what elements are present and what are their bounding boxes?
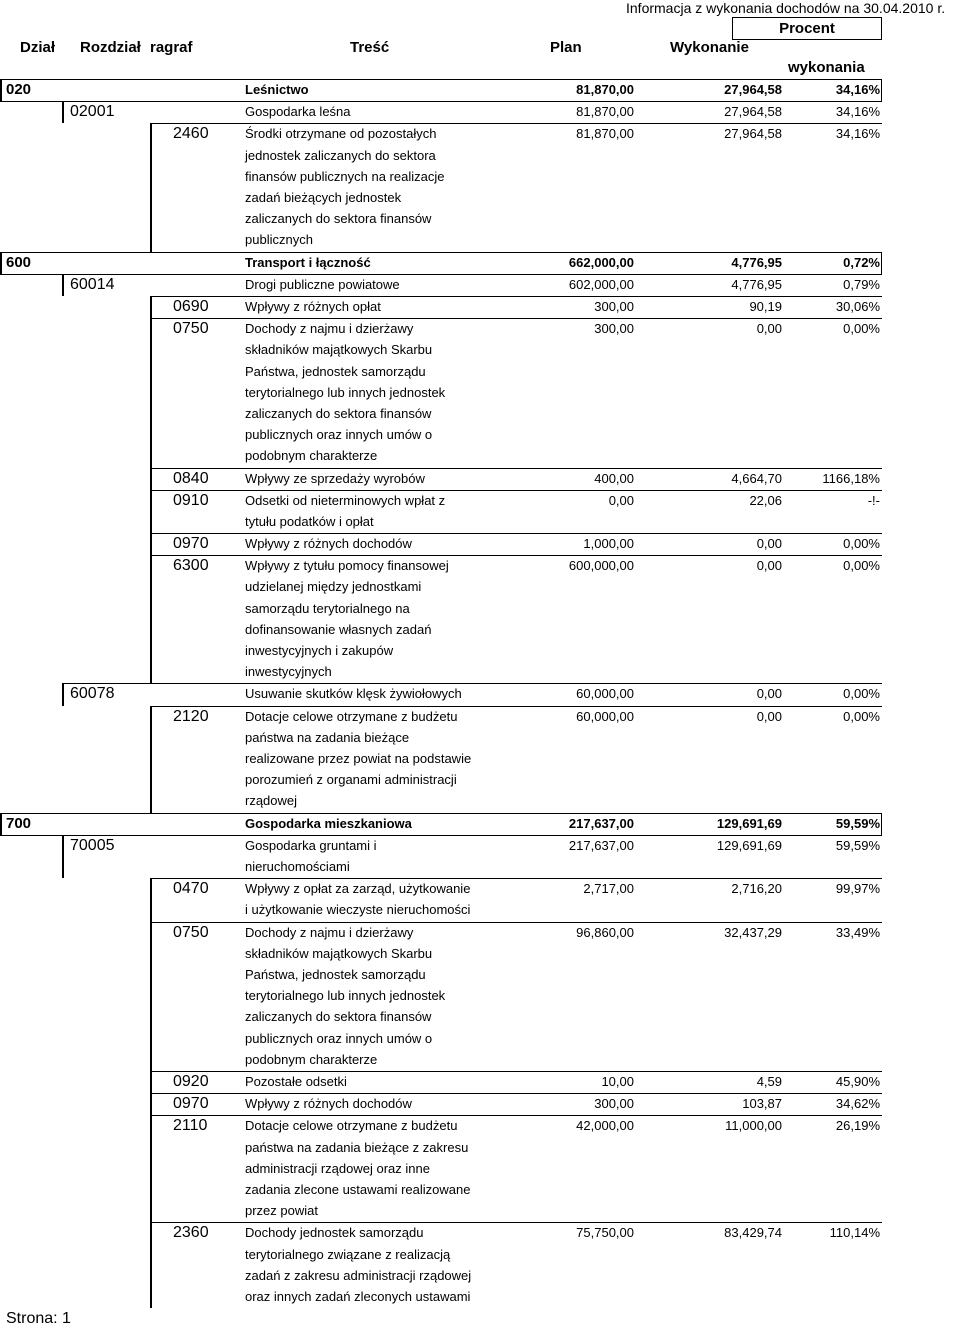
description-line: udzielanej między jednostkami xyxy=(245,579,422,595)
description-line: Wpływy ze sprzedaży wyrobów xyxy=(245,470,425,486)
description-line: Gospodarka gruntami i xyxy=(245,837,377,853)
row-description xyxy=(245,683,462,704)
row-pct-value: 0,00% xyxy=(843,708,880,724)
paragraf-row xyxy=(0,318,960,467)
description-line: zaliczanych do sektora finansów xyxy=(245,1009,432,1025)
description-line: oraz innych zadań zleconych ustawami xyxy=(245,1289,471,1304)
row-wyk-value: 0,00 xyxy=(756,536,782,552)
paragraf-row xyxy=(0,1071,960,1093)
description-line: publicznych oraz innych umów o xyxy=(245,427,433,443)
row-pct-value: 0,00% xyxy=(843,558,880,574)
paragraf-code: 0920 xyxy=(173,1073,209,1091)
row-pct-value: 0,00% xyxy=(843,321,880,337)
row-description xyxy=(245,878,470,920)
description-line: Wpływy z tytułu pomocy finansowej xyxy=(245,558,449,574)
row-pct-value: 30,06% xyxy=(835,298,880,314)
row-description xyxy=(245,296,381,317)
row-description xyxy=(245,1071,347,1092)
description-line: podobnym charakterze xyxy=(245,1051,378,1067)
paragraf-row xyxy=(0,922,960,1071)
row-wyk-value: 22,06 xyxy=(749,492,782,508)
paragraf-code: 0910 xyxy=(173,491,209,509)
dzial-row xyxy=(0,252,960,274)
row-plan-value: 300,00 xyxy=(594,1096,634,1112)
description-line: Transport i łączność xyxy=(245,254,371,270)
row-pct-value: 0,72% xyxy=(843,254,880,270)
row-plan-value: 96,860,00 xyxy=(576,924,634,940)
row-description xyxy=(245,123,444,250)
row-plan-value: 300,00 xyxy=(594,321,634,337)
row-pct-value: 34,16% xyxy=(835,126,880,142)
dzial-code: 020 xyxy=(6,81,32,98)
description-line: Dochody z najmu i dzierżawy xyxy=(245,924,414,940)
row-plan-value: 662,000,00 xyxy=(568,254,634,270)
row-wyk-value: 0,00 xyxy=(756,321,782,337)
dzial-row xyxy=(0,813,960,835)
col-tresc-header: Treść xyxy=(350,39,390,56)
description-line: Dotacje celowe otrzymane z budżetu xyxy=(245,1118,458,1134)
row-plan-value: 2,717,00 xyxy=(583,881,634,897)
row-wyk-value: 4,776,95 xyxy=(731,276,782,292)
row-plan-value: 1,000,00 xyxy=(583,536,634,552)
description-line: finansów publicznych na realizacje xyxy=(245,168,445,184)
paragraf-code: 2120 xyxy=(173,707,209,725)
row-description xyxy=(245,922,445,1070)
description-line: Wpływy z różnych opłat xyxy=(245,298,381,314)
paragraf-row xyxy=(0,123,960,251)
report-title: Informacja z wykonania dochodów na 30.04.2010 r. xyxy=(626,0,946,16)
description-line: publicznych xyxy=(245,232,313,248)
row-wyk-value: 32,437,29 xyxy=(724,924,782,940)
row-description xyxy=(245,468,425,489)
description-line: terytorialnego lub innych jednostek xyxy=(245,384,446,400)
paragraf-row xyxy=(0,878,960,921)
rozdzial-code: 60014 xyxy=(70,275,115,293)
description-line: inwestycyjnych xyxy=(245,664,332,680)
description-line: Pozostałe odsetki xyxy=(245,1074,347,1090)
description-line: przez powiat xyxy=(245,1203,318,1219)
row-pct-value: 0,79% xyxy=(843,276,880,292)
description-line: Państwa, jednostek samorządu xyxy=(245,363,426,379)
row-description xyxy=(245,101,351,122)
paragraf-row xyxy=(0,1115,960,1222)
row-wyk-value: 129,691,69 xyxy=(716,815,782,831)
row-pct-value: 0,00% xyxy=(843,686,880,702)
description-line: tytułu podatków i opłat xyxy=(245,513,374,529)
row-plan-value: 42,000,00 xyxy=(576,1118,634,1134)
dzial-code: 700 xyxy=(6,814,32,832)
rozdzial-code: 02001 xyxy=(70,103,115,121)
row-plan-value: 602,000,00 xyxy=(568,276,634,292)
paragraf-code: 0750 xyxy=(173,923,209,941)
col-paragraf-header: ragraf xyxy=(150,39,193,56)
description-line: porozumień z organami administracji xyxy=(245,772,457,788)
row-description xyxy=(245,318,445,466)
row-wyk-value: 83,429,74 xyxy=(724,1225,782,1241)
description-line: zaliczanych do sektora finansów xyxy=(245,405,432,421)
col-dzial-header: Dział xyxy=(20,39,56,56)
description-line: administracji rządowej oraz inne xyxy=(245,1160,430,1176)
description-line: Leśnictwo xyxy=(245,82,309,97)
row-description xyxy=(245,1115,470,1221)
paragraf-row xyxy=(0,1222,960,1308)
description-line: Środki otrzymane od pozostałych xyxy=(245,126,437,142)
row-description xyxy=(245,1222,471,1307)
row-wyk-value: 90,19 xyxy=(749,298,782,314)
row-wyk-value: 103,87 xyxy=(742,1096,782,1112)
row-plan-value: 10,00 xyxy=(601,1074,634,1090)
row-pct-value: 110,14% xyxy=(829,1225,880,1241)
row-pct-value: 34,16% xyxy=(835,104,880,120)
description-line: składników majątkowych Skarbu xyxy=(245,342,433,358)
procent-header: Procent xyxy=(732,17,882,40)
row-wyk-value: 27,964,58 xyxy=(724,82,782,97)
row-wyk-value: 129,691,69 xyxy=(716,837,782,853)
paragraf-code: 2110 xyxy=(173,1117,208,1135)
row-wyk-value: 4,664,70 xyxy=(731,470,782,486)
row-description xyxy=(245,533,412,554)
dzial-code: 600 xyxy=(6,253,32,271)
description-line: Państwa, jednostek samorządu xyxy=(245,967,426,983)
description-line: podobnym charakterze xyxy=(245,448,378,464)
rozdzial-code: 60078 xyxy=(70,685,115,703)
row-plan-value: 81,870,00 xyxy=(576,82,634,97)
paragraf-row xyxy=(0,706,960,813)
description-line: zadania zlecone ustawami realizowane xyxy=(245,1182,471,1197)
paragraf-code: 0690 xyxy=(173,297,209,315)
row-plan-value: 300,00 xyxy=(594,298,634,314)
description-line: państwa na zadania bieżące xyxy=(245,729,410,745)
row-pct-value: 0,00% xyxy=(843,536,880,552)
col-wykonanie-header: Wykonanie xyxy=(670,39,749,56)
description-line: zadań z zakresu administracji rządowej xyxy=(245,1267,472,1283)
description-line: Wpływy z opłat za zarząd, użytkowanie xyxy=(245,881,471,897)
description-line: realizowane przez powiat na podstawie xyxy=(245,751,472,767)
row-plan-value: 217,637,00 xyxy=(568,815,634,831)
row-plan-value: 81,870,00 xyxy=(576,104,634,120)
paragraf-row xyxy=(0,1093,960,1115)
description-line: samorządu terytorialnego na xyxy=(245,600,410,616)
description-line: publicznych oraz innych umów o xyxy=(245,1030,433,1046)
description-line: Dotacje celowe otrzymane z budżetu xyxy=(245,708,458,724)
col-plan-header: Plan xyxy=(550,39,582,56)
row-plan-value: 0,00 xyxy=(608,492,634,508)
paragraf-code: 0840 xyxy=(173,469,209,487)
description-line: dofinansowanie własnych zadań xyxy=(245,621,432,637)
description-line: Dochody z najmu i dzierżawy xyxy=(245,321,414,337)
rozdzial-row xyxy=(0,835,960,878)
paragraf-row xyxy=(0,533,960,555)
description-line: jednostek zaliczanych do sektora xyxy=(245,147,436,163)
row-plan-value: 217,637,00 xyxy=(568,837,634,853)
row-pct-value: 45,90% xyxy=(835,1074,880,1090)
description-line: terytorialnego związane z realizacją xyxy=(245,1246,451,1262)
paragraf-code: 0470 xyxy=(173,880,209,898)
row-wyk-value: 0,00 xyxy=(756,558,782,574)
description-line: Drogi publiczne powiatowe xyxy=(245,276,400,292)
row-description xyxy=(245,835,377,877)
row-plan-value: 60,000,00 xyxy=(576,708,634,724)
row-plan-value: 600,000,00 xyxy=(568,558,634,574)
description-line: Wpływy z różnych dochodów xyxy=(245,536,412,552)
row-wyk-value: 4,776,95 xyxy=(731,254,782,270)
description-line: składników majątkowych Skarbu xyxy=(245,945,433,961)
row-wyk-value: 11,000,00 xyxy=(725,1118,782,1134)
paragraf-code: 6300 xyxy=(173,557,209,575)
row-description xyxy=(245,1093,412,1114)
description-line: Gospodarka leśna xyxy=(245,104,351,120)
paragraf-row xyxy=(0,490,960,533)
row-plan-value: 60,000,00 xyxy=(576,686,634,702)
description-line: Usuwanie skutków klęsk żywiołowych xyxy=(245,686,462,702)
row-description xyxy=(245,274,400,295)
row-pct-value: 34,62% xyxy=(835,1096,880,1112)
paragraf-code: 2460 xyxy=(173,125,209,143)
row-plan-value: 75,750,00 xyxy=(576,1225,634,1241)
rozdzial-row xyxy=(0,274,960,296)
description-line: nieruchomościami xyxy=(245,859,350,875)
row-plan-value: 400,00 xyxy=(594,470,634,486)
paragraf-code: 2360 xyxy=(173,1224,209,1242)
col-procent-subheader: wykonania xyxy=(788,59,865,76)
description-line: i użytkowanie wieczyste nieruchomości xyxy=(245,902,471,918)
paragraf-code: 0970 xyxy=(173,1095,209,1113)
description-line: Odsetki od nieterminowych wpłat z xyxy=(245,492,446,508)
rozdzial-row xyxy=(0,101,960,123)
dzial-row xyxy=(0,79,960,101)
description-line: Dochody jednostek samorządu xyxy=(245,1225,424,1241)
row-wyk-value: 27,964,58 xyxy=(724,126,782,142)
description-line: zaliczanych do sektora finansów xyxy=(245,211,432,227)
income-table xyxy=(0,79,960,1308)
row-plan-value: 81,870,00 xyxy=(576,126,634,142)
row-pct-value: 26,19% xyxy=(835,1118,880,1134)
description-line: Gospodarka mieszkaniowa xyxy=(245,815,412,831)
row-pct-value: 33,49% xyxy=(835,924,880,940)
paragraf-row xyxy=(0,468,960,490)
row-pct-value: 99,97% xyxy=(835,881,880,897)
paragraf-row xyxy=(0,555,960,683)
row-description xyxy=(245,706,471,812)
rozdzial-code: 70005 xyxy=(70,836,115,854)
row-description xyxy=(245,555,449,682)
row-wyk-value: 27,964,58 xyxy=(724,104,782,120)
description-line: państwa na zadania bieżące z zakresu xyxy=(245,1139,469,1155)
row-description xyxy=(245,490,445,532)
row-pct-value: 34,16% xyxy=(835,82,880,97)
row-pct-value: 59,59% xyxy=(835,815,880,831)
row-pct-value: 59,59% xyxy=(835,837,880,853)
description-line: terytorialnego lub innych jednostek xyxy=(245,988,446,1004)
row-wyk-value: 2,716,20 xyxy=(731,881,782,897)
page-number: Strona: 1 xyxy=(6,1310,71,1327)
description-line: Wpływy z różnych dochodów xyxy=(245,1096,412,1112)
row-wyk-value: 4,59 xyxy=(756,1074,782,1090)
row-pct-value: -!- xyxy=(867,492,880,508)
row-wyk-value: 0,00 xyxy=(756,686,782,702)
paragraf-code: 0750 xyxy=(173,320,209,338)
row-wyk-value: 0,00 xyxy=(756,708,782,724)
description-line: inwestycyjnych i zakupów xyxy=(245,643,394,659)
paragraf-row xyxy=(0,296,960,318)
paragraf-code: 0970 xyxy=(173,535,209,553)
rozdzial-row xyxy=(0,683,960,705)
description-line: rządowej xyxy=(245,793,298,809)
col-rozdzial-header: Rozdział xyxy=(80,39,141,56)
row-pct-value: 1166,18% xyxy=(822,470,880,486)
description-line: zadań bieżących jednostek xyxy=(245,189,402,205)
